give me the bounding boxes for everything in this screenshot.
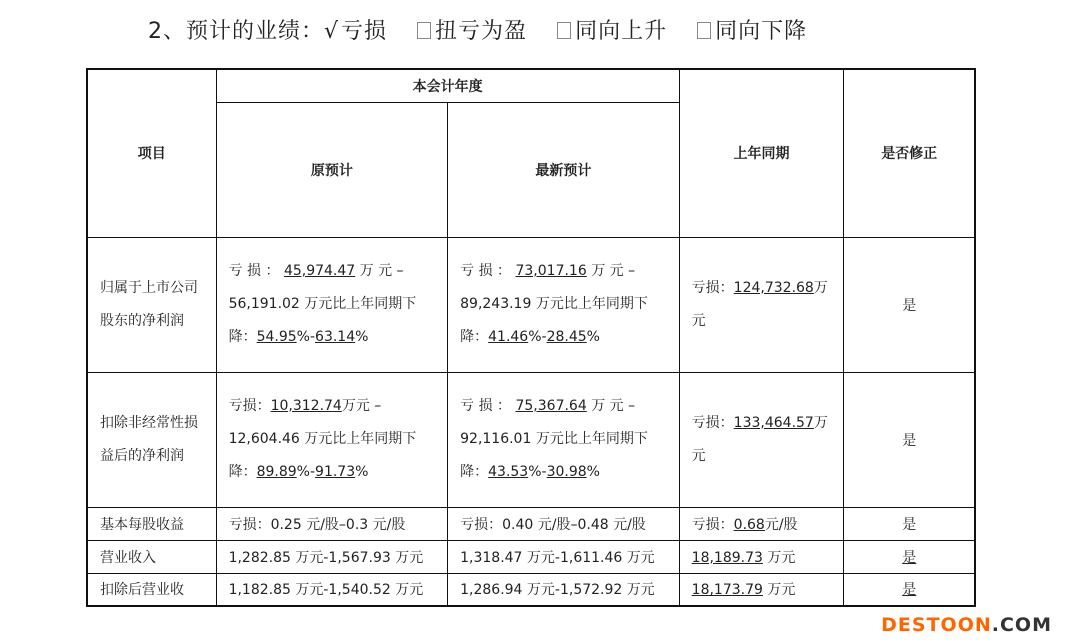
forecast-heading bbox=[148, 14, 807, 45]
checkbox-empty-icon bbox=[697, 22, 711, 39]
row-label-eps: 基本每股收益 bbox=[87, 507, 216, 540]
checkbox-empty-icon bbox=[557, 22, 571, 39]
header-current-year: 本会计年度 bbox=[216, 69, 679, 102]
cell-revenue-latest: 1,318.47 万元-1,611.46 万元 bbox=[448, 540, 680, 573]
cell-eps-original: 亏损：0.25 元/股–0.3 元/股 bbox=[216, 507, 448, 540]
cell-net-profit-latest: 亏 损 ： 73,017.16 万 元 –89,243.19 万元比上年同期下降：41.46%-28.45% bbox=[448, 237, 680, 372]
cell-revenue-deducted-prior: 18,173.79 万元 bbox=[679, 573, 844, 606]
destoon-watermark bbox=[881, 614, 1052, 636]
cell-eps-revised: 是 bbox=[844, 507, 975, 540]
check-mark-icon: √ bbox=[324, 19, 340, 44]
cell-net-profit-deducted-latest: 亏 损 ： 75,367.64 万 元 –92,116.01 万元比上年同期下降：43.53%-30.98% bbox=[448, 372, 680, 507]
cell-net-profit-original: 亏 损 ： 45,974.47 万 元 –56,191.02 万元比上年同期下降：54.95%-63.14% bbox=[216, 237, 448, 372]
option-loss: 亏损 bbox=[341, 19, 388, 44]
checkbox-empty-icon bbox=[417, 22, 431, 39]
cell-revenue-revised: 是 bbox=[844, 540, 975, 573]
table-row bbox=[87, 507, 975, 540]
option-turnaround: 扭亏为盈 bbox=[417, 19, 527, 44]
header-latest-forecast: 最新预计 bbox=[448, 102, 680, 237]
header-original-forecast: 原预计 bbox=[216, 102, 448, 237]
cell-net-profit-deducted-prior: 亏损：133,464.57万元 bbox=[679, 372, 844, 507]
cell-net-profit-revised: 是 bbox=[844, 237, 975, 372]
cell-revenue-deducted-latest: 1,286.94 万元-1,572.92 万元 bbox=[448, 573, 680, 606]
header-row-top bbox=[87, 69, 975, 102]
row-label-net-profit: 归属于上市公司股东的净利润 bbox=[87, 237, 216, 372]
table-row bbox=[87, 573, 975, 606]
table-row bbox=[87, 237, 975, 372]
option-increase: 同向上升 bbox=[557, 19, 667, 44]
row-label-net-profit-deducted: 扣除非经常性损益后的净利润 bbox=[87, 372, 216, 507]
header-item: 项目 bbox=[87, 69, 216, 237]
row-label-revenue: 营业收入 bbox=[87, 540, 216, 573]
table-row bbox=[87, 540, 975, 573]
watermark-brand: DESTOON bbox=[881, 614, 992, 636]
cell-net-profit-deducted-revised: 是 bbox=[844, 372, 975, 507]
cell-eps-prior: 亏损：0.68元/股 bbox=[679, 507, 844, 540]
header-revised: 是否修正 bbox=[844, 69, 975, 237]
option-decrease: 同向下降 bbox=[697, 19, 807, 44]
cell-revenue-deducted-revised: 是 bbox=[844, 573, 975, 606]
cell-revenue-original: 1,282.85 万元-1,567.93 万元 bbox=[216, 540, 448, 573]
performance-forecast-table bbox=[86, 68, 976, 607]
watermark-tld: .COM bbox=[991, 614, 1052, 636]
cell-revenue-prior: 18,189.73 万元 bbox=[679, 540, 844, 573]
cell-net-profit-prior: 亏损：124,732.68万元 bbox=[679, 237, 844, 372]
cell-net-profit-deducted-original: 亏损：10,312.74万元 –12,604.46 万元比上年同期下降：89.89%-91.73% bbox=[216, 372, 448, 507]
table-row bbox=[87, 372, 975, 507]
heading-title: 2、预计的业绩： bbox=[148, 19, 324, 44]
row-label-revenue-deducted: 扣除后营业收 bbox=[87, 573, 216, 606]
cell-revenue-deducted-original: 1,182.85 万元-1,540.52 万元 bbox=[216, 573, 448, 606]
header-prior-year: 上年同期 bbox=[679, 69, 844, 237]
cell-eps-latest: 亏损：0.40 元/股–0.48 元/股 bbox=[448, 507, 680, 540]
